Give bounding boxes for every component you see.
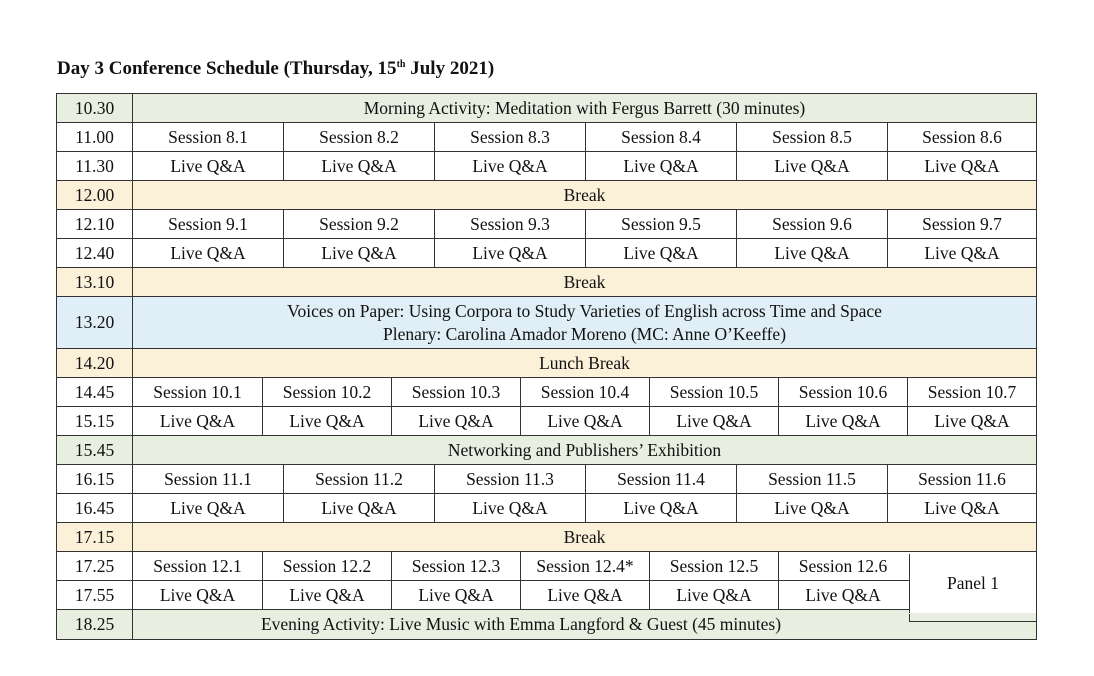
session-cell: Session 8.4 [585, 123, 736, 151]
time-cell: 10.30 [74, 97, 115, 118]
qa-cell: Live Q&A [649, 407, 778, 435]
session-cell: Session 9.1 [132, 210, 283, 238]
schedule-row-qa [57, 152, 1036, 181]
page-title: Day 3 Conference Schedule (Thursday, 15th July 2021) [57, 58, 495, 79]
schedule-row-sessions [57, 378, 1036, 407]
qa-cell: Live Q&A [283, 152, 434, 180]
event-cell: Networking and Publishers’ Exhibition [132, 436, 1036, 464]
qa-cell: Live Q&A [434, 239, 585, 267]
time-cell: 14.45 [74, 381, 115, 402]
session-cell: Session 10.2 [262, 378, 391, 406]
event-cell: Evening Activity: Live Music with Emma Langford & Guest (45 minutes) [132, 610, 909, 639]
schedule-row-qa [57, 494, 1036, 523]
session-cell: Session 11.1 [132, 465, 283, 493]
session-cell: Session 8.1 [132, 123, 283, 151]
plenary-cell [132, 297, 1036, 348]
session-cell: Session 10.1 [132, 378, 262, 406]
time-cell: 12.40 [74, 242, 115, 263]
qa-cell: Live Q&A [283, 239, 434, 267]
time-cell: 15.45 [74, 439, 115, 460]
session-cell: Session 11.5 [736, 465, 887, 493]
schedule-row-sessions [57, 123, 1036, 152]
session-cell: Session 8.2 [283, 123, 434, 151]
panel-divider [909, 621, 1036, 622]
time-cell: 17.55 [74, 584, 115, 605]
session-cell: Session 10.3 [391, 378, 520, 406]
time-cell: 15.15 [74, 410, 115, 431]
panel-cell: Panel 1 [909, 554, 1036, 613]
schedule-row-evening [57, 610, 1036, 639]
qa-cell: Live Q&A [585, 494, 736, 522]
schedule-row-break [57, 181, 1036, 210]
event-cell: Break [132, 268, 1036, 296]
time-cell: 16.15 [74, 468, 115, 489]
schedule-row-sessions [57, 210, 1036, 239]
plenary-speaker: Plenary: Carolina Amador Moreno (MC: Anne O’Keeffe) [382, 323, 787, 344]
time-cell: 14.20 [74, 352, 115, 373]
event-cell: Lunch Break [132, 349, 1036, 377]
qa-cell: Live Q&A [283, 494, 434, 522]
qa-cell: Live Q&A [132, 152, 283, 180]
time-cell: 11.30 [75, 155, 114, 176]
time-cell: 17.15 [74, 526, 115, 547]
session-cell: Session 9.2 [283, 210, 434, 238]
session-cell: Session 12.5 [649, 552, 778, 580]
event-cell: Break [132, 181, 1036, 209]
schedule-row-qa [57, 239, 1036, 268]
schedule-row-break [57, 523, 1036, 552]
qa-cell: Live Q&A [132, 581, 262, 609]
qa-cell: Live Q&A [649, 581, 778, 609]
qa-cell: Live Q&A [262, 407, 391, 435]
schedule-row-qa [57, 581, 1036, 610]
qa-cell: Live Q&A [736, 239, 887, 267]
session-cell: Session 8.6 [887, 123, 1036, 151]
schedule-row-lunch [57, 349, 1036, 378]
event-cell: Morning Activity: Meditation with Fergus Barrett (30 minutes) [132, 94, 1036, 122]
qa-cell: Live Q&A [391, 407, 520, 435]
time-cell: 12.00 [74, 184, 115, 205]
qa-cell: Live Q&A [132, 239, 283, 267]
session-cell: Session 8.3 [434, 123, 585, 151]
time-cell: 18.25 [74, 614, 115, 634]
session-cell: Session 12.4* [520, 552, 649, 580]
time-cell: 13.20 [74, 312, 115, 332]
time-cell: 11.00 [75, 126, 114, 147]
session-cell: Session 11.3 [434, 465, 585, 493]
session-cell: Session 10.6 [778, 378, 907, 406]
schedule-row-qa [57, 407, 1036, 436]
schedule-row-plenary [57, 297, 1036, 349]
session-cell: Session 10.5 [649, 378, 778, 406]
qa-cell: Live Q&A [887, 239, 1036, 267]
qa-cell: Live Q&A [262, 581, 391, 609]
qa-cell: Live Q&A [391, 581, 520, 609]
time-cell: 17.25 [74, 555, 115, 576]
qa-cell: Live Q&A [736, 152, 887, 180]
schedule-table [56, 93, 1037, 640]
qa-cell: Live Q&A [887, 152, 1036, 180]
qa-cell: Live Q&A [585, 152, 736, 180]
qa-cell: Live Q&A [520, 581, 649, 609]
session-cell: Session 12.6 [778, 552, 907, 580]
event-cell: Break [132, 523, 1036, 551]
session-cell: Session 9.6 [736, 210, 887, 238]
session-cell: Session 10.4 [520, 378, 649, 406]
qa-cell: Live Q&A [585, 239, 736, 267]
session-cell: Session 11.4 [585, 465, 736, 493]
session-cell: Session 12.2 [262, 552, 391, 580]
session-cell: Session 12.1 [132, 552, 262, 580]
time-cell: 12.10 [74, 213, 115, 234]
qa-cell: Live Q&A [132, 407, 262, 435]
qa-cell: Live Q&A [520, 407, 649, 435]
qa-cell: Live Q&A [778, 581, 907, 609]
schedule-row-networking [57, 436, 1036, 465]
time-cell: 16.45 [74, 497, 115, 518]
qa-cell: Live Q&A [887, 494, 1036, 522]
qa-cell: Live Q&A [736, 494, 887, 522]
session-cell: Session 9.5 [585, 210, 736, 238]
time-cell: 13.10 [74, 271, 115, 292]
session-cell: Session 10.7 [907, 378, 1036, 406]
qa-cell: Live Q&A [434, 494, 585, 522]
qa-cell: Live Q&A [434, 152, 585, 180]
session-cell: Session 8.5 [736, 123, 887, 151]
schedule-row-activity [57, 94, 1036, 123]
schedule-row-sessions [57, 552, 1036, 581]
qa-cell: Live Q&A [778, 407, 907, 435]
schedule-row-sessions [57, 465, 1036, 494]
schedule-row-break [57, 268, 1036, 297]
session-cell: Session 12.3 [391, 552, 520, 580]
qa-cell: Live Q&A [907, 407, 1036, 435]
session-cell: Session 11.2 [283, 465, 434, 493]
session-cell: Session 9.3 [434, 210, 585, 238]
session-cell: Session 11.6 [887, 465, 1036, 493]
qa-cell: Live Q&A [132, 494, 283, 522]
session-cell: Session 9.7 [887, 210, 1036, 238]
plenary-title: Voices on Paper: Using Corpora to Study Varieties of English across Time and Space [287, 300, 882, 321]
